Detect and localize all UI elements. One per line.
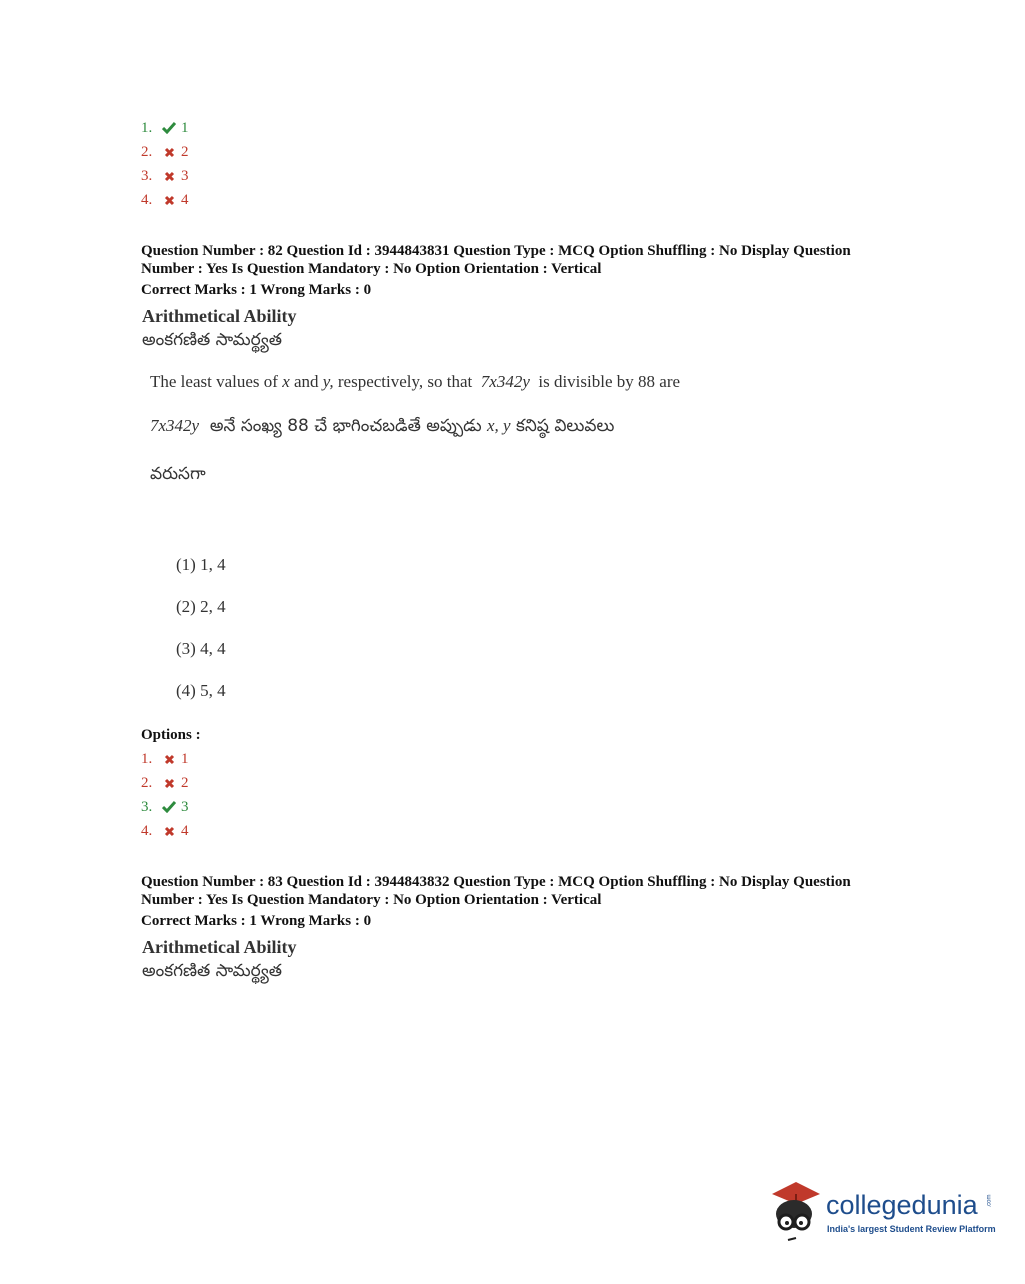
option-label: 3 bbox=[181, 168, 189, 184]
math-number: 7x342y bbox=[480, 372, 530, 391]
option-item bbox=[141, 747, 189, 771]
question-text-telugu-line2: వరుసగా bbox=[150, 464, 206, 484]
prev-options-list bbox=[141, 116, 189, 212]
option-number: 1. bbox=[141, 751, 153, 767]
mascot-icon bbox=[766, 1178, 824, 1244]
math-var: x bbox=[282, 372, 290, 391]
cross-icon bbox=[159, 195, 179, 206]
answer-choice: (4) 5, 4 bbox=[176, 681, 226, 700]
answer-choice: (1) 1, 4 bbox=[176, 555, 226, 574]
question-marks: Correct Marks : 1 Wrong Marks : 0 bbox=[141, 282, 372, 298]
section-title-telugu: అంకగణిత సామర్థ్యత bbox=[142, 961, 282, 981]
cross-icon bbox=[159, 778, 179, 789]
option-item bbox=[141, 188, 189, 212]
cross-icon bbox=[159, 826, 179, 837]
question-meta-line: Question Number : 83 Question Id : 3944843832 Question Type : MCQ Option Shuffling : No Display Question bbox=[141, 874, 851, 890]
check-icon bbox=[159, 801, 179, 813]
question-meta-line: Number : Yes Is Question Mandatory : No Option Orientation : Vertical bbox=[141, 892, 602, 908]
logo-domain: .com bbox=[986, 1194, 993, 1208]
option-item bbox=[141, 116, 189, 140]
option-label: 1 bbox=[181, 751, 189, 767]
option-number: 4. bbox=[141, 192, 153, 208]
option-number: 4. bbox=[141, 823, 153, 839]
option-number: 1. bbox=[141, 120, 153, 136]
option-label: 3 bbox=[181, 799, 189, 815]
option-label: 4 bbox=[181, 192, 189, 208]
logo-wordmark: collegedunia bbox=[826, 1190, 978, 1220]
option-item bbox=[141, 819, 189, 843]
text-segment: కనిష్ఠ విలువలు bbox=[516, 416, 615, 436]
option-number: 2. bbox=[141, 144, 153, 160]
option-number: 3. bbox=[141, 168, 153, 184]
option-item bbox=[141, 140, 189, 164]
option-item bbox=[141, 795, 189, 819]
text-segment: అనే సంఖ్య 88 చే భాగించబడితే అప్పుడు bbox=[209, 416, 482, 436]
option-label: 2 bbox=[181, 775, 189, 791]
question-meta-line: Question Number : 82 Question Id : 3944843831 Question Type : MCQ Option Shuffling : No Display Question bbox=[141, 243, 851, 259]
math-var: x, y bbox=[487, 416, 511, 435]
question-text-english bbox=[150, 372, 680, 392]
logo-tagline: India's largest Student Review Platform bbox=[827, 1224, 996, 1234]
math-var: y, bbox=[322, 372, 334, 391]
math-number: 7x342y bbox=[150, 416, 200, 435]
question-meta bbox=[141, 242, 921, 278]
option-item bbox=[141, 771, 189, 795]
option-item bbox=[141, 164, 189, 188]
option-number: 3. bbox=[141, 799, 153, 815]
question-meta bbox=[141, 873, 921, 909]
question-text-telugu bbox=[150, 416, 614, 440]
question-marks: Correct Marks : 1 Wrong Marks : 0 bbox=[141, 913, 372, 929]
options-label: Options : bbox=[141, 727, 201, 743]
text-segment: and bbox=[293, 372, 319, 391]
options-list bbox=[141, 747, 189, 843]
text-segment: respectively, so that bbox=[337, 372, 473, 391]
check-icon bbox=[159, 122, 179, 134]
text-segment: is divisible by 88 are bbox=[538, 372, 681, 391]
option-label: 2 bbox=[181, 144, 189, 160]
question-meta-line: Number : Yes Is Question Mandatory : No Option Orientation : Vertical bbox=[141, 261, 602, 277]
cross-icon bbox=[159, 147, 179, 158]
answer-choice: (3) 4, 4 bbox=[176, 639, 226, 658]
option-label: 4 bbox=[181, 823, 189, 839]
answer-choice: (2) 2, 4 bbox=[176, 597, 226, 616]
cross-icon bbox=[159, 171, 179, 182]
option-label: 1 bbox=[181, 120, 189, 136]
option-number: 2. bbox=[141, 775, 153, 791]
section-title-telugu: అంకగణిత సామర్థ్యత bbox=[142, 330, 282, 350]
cross-icon bbox=[159, 754, 179, 765]
section-title: Arithmetical Ability bbox=[142, 306, 297, 326]
section-title: Arithmetical Ability bbox=[142, 937, 297, 957]
text-segment: The least values of bbox=[150, 372, 278, 391]
